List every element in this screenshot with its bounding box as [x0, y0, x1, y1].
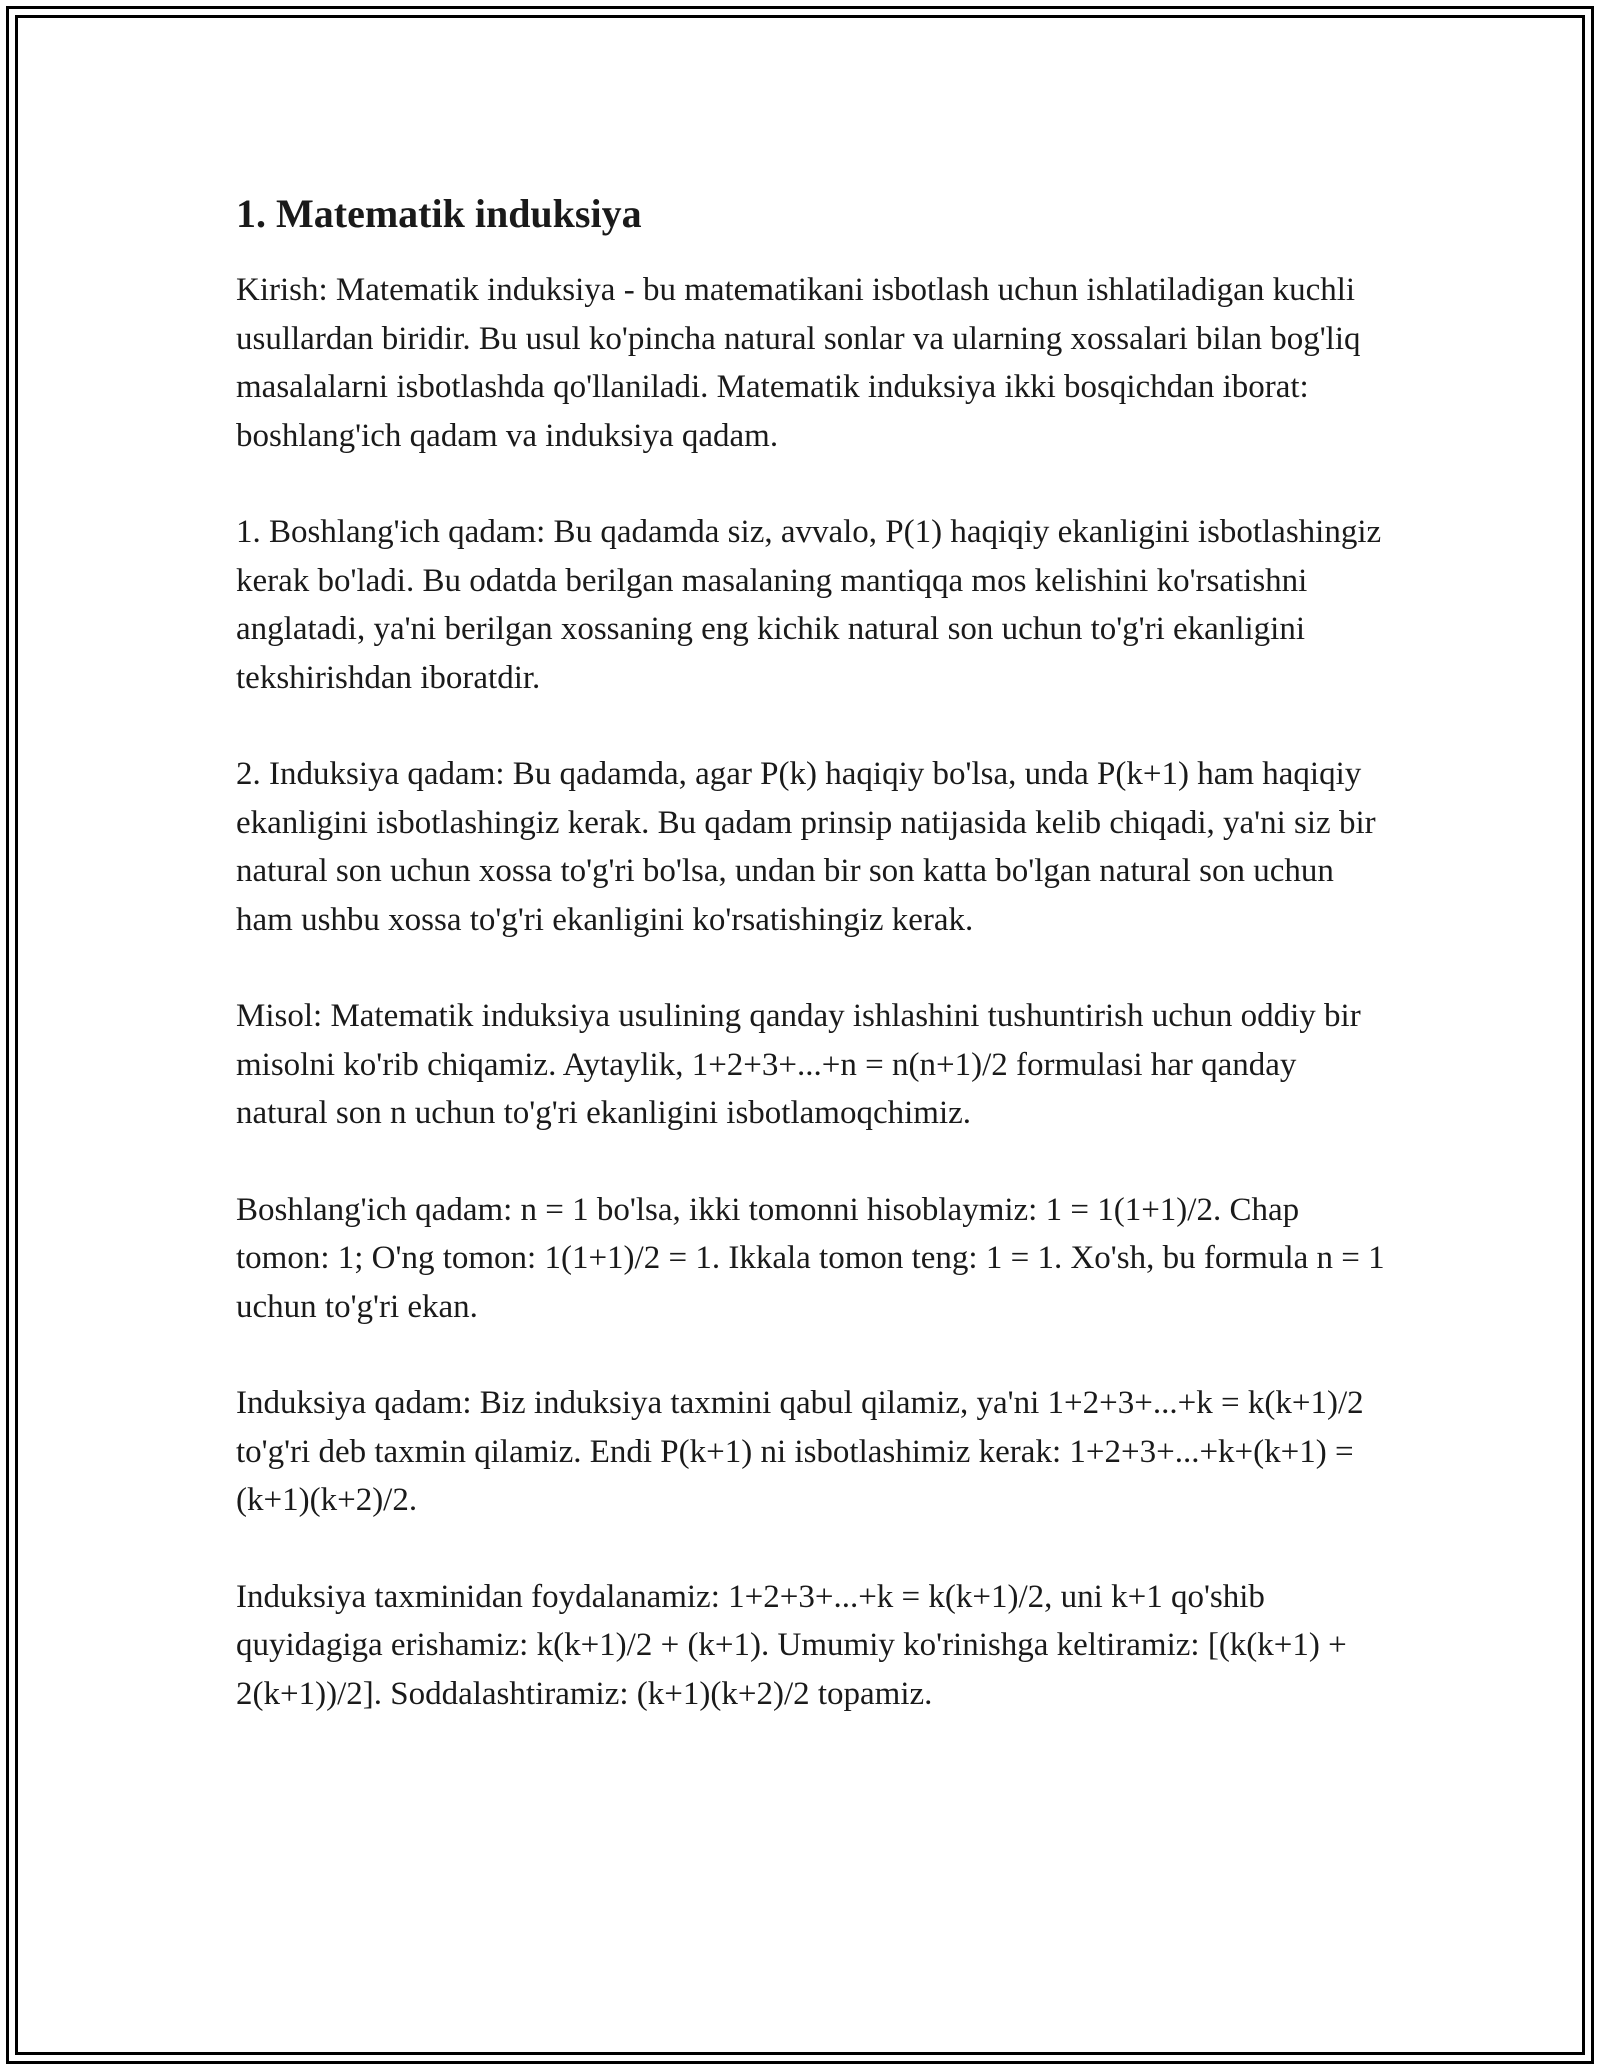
paragraph-induction-step: 2. Induksiya qadam: Bu qadamda, agar P(k) haqiqiy bo'lsa, unda P(k+1) ham haqiqiy ekanligini isbotlashingiz kerak. Bu qadam prinsip natijasida kelib chiqadi, ya'ni siz bir natural son uchun xossa to'g'ri bo'lsa, undan bir son katta bo'lgan natural son uchun ham ushbu xossa to'g'ri ekanligini ko'rsatishingiz kerak.	[236, 756, 1376, 938]
paragraph-example: Misol: Matematik induksiya usulining qanday ishlashini tushuntirish uchun oddiy bir misolni ko'rib chiqamiz. Aytaylik, 1+2+3+...+n = n(n+1)/2 formulasi har qanday natural son n uchun to'g'ri ekanligini isbotlamoqchimiz.	[236, 998, 1361, 1131]
paragraph-base-step: 1. Boshlang'ich qadam: Bu qadamda siz, avvalo, P(1) haqiqiy ekanligini isbotlashingiz kerak bo'ladi. Bu odatda berilgan masalaning mantiqqa mos kelishini ko'rsatishni anglatadi, ya'ni berilgan xossaning eng kichik natural son uchun to'g'ri ekanligini tekshirishdan iboratdir.	[236, 514, 1382, 696]
document-title: 1. Matematik induksiya	[236, 191, 642, 236]
paragraph-example-proof: Induksiya taxminidan foydalanamiz: 1+2+3+...+k = k(k+1)/2, uni k+1 qo'shib quyidagiga erishamiz: k(k+1)/2 + (k+1). Umumiy ko'rinishga keltiramiz: [(k(k+1) + 2(k+1))/2]. Soddalashtiramiz: (k+1)(k+2)/2 topamiz.	[236, 1578, 1347, 1712]
document-body	[236, 188, 1386, 1766]
paragraph-example-induction: Induksiya qadam: Biz induksiya taxmini qabul qilamiz, ya'ni 1+2+3+...+k = k(k+1)/2 to'g'ri deb taxmin qilamiz. Endi P(k+1) ni isbotlashimiz kerak: 1+2+3+...+k+(k+1) = (k+1)(k+2)/2.	[236, 1385, 1364, 1518]
paragraph-introduction: Kirish: Matematik induksiya - bu matematikani isbotlash uchun ishlatiladigan kuchli usullardan biridir. Bu usul ko'pincha natural sonlar va ularning xossalari bilan bog'liq masalalarni isbotlashda qo'llaniladi. Matematik induksiya ikki bosqichdan iborat: boshlang'ich qadam va induksiya qadam.	[236, 272, 1361, 454]
paragraph-example-base: Boshlang'ich qadam: n = 1 bo'lsa, ikki tomonni hisoblaymiz: 1 = 1(1+1)/2. Chap tomon: 1; O'ng tomon: 1(1+1)/2 = 1. Ikkala tomon teng: 1 = 1. Xo'sh, bu formula n = 1 uchun to'g'ri ekan.	[236, 1191, 1385, 1325]
